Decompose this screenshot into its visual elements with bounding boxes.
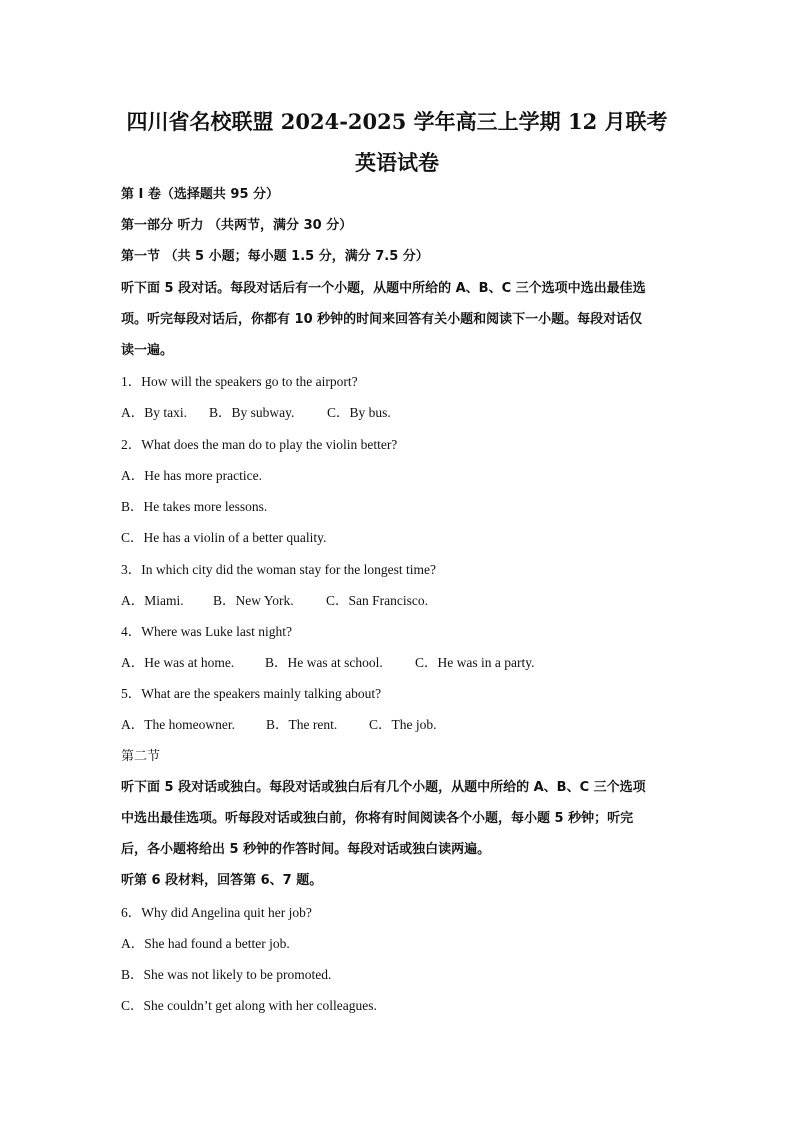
option-c: C．San Francisco. (326, 593, 428, 608)
question-3-options (121, 592, 428, 610)
section2-instruction-line: 听下面 5 段对话或独白。每段对话或独白后有几个小题，从题中所给的 A、B、C 三个选项 (121, 780, 646, 795)
option-b: B．She was not likely to be promoted. (121, 967, 332, 982)
option-c: C．She couldn’t get along with her colleagues. (121, 998, 377, 1013)
material-6-label: 听第 6 段材料，回答第 6、7 题。 (121, 873, 323, 888)
option-b: B．The rent. (266, 717, 338, 732)
question-6: 6．Why did Angelina quit her job? (121, 905, 312, 920)
question-1-options (121, 404, 391, 422)
option-c: C．He has a violin of a better quality. (121, 530, 327, 545)
question-1: 1．How will the speakers go to the airport? (121, 374, 358, 389)
option-c: C．By bus. (327, 405, 391, 420)
section2-instruction-line: 中选出最佳选项。听每段对话或独白前，你将有时间阅读各个小题，每小题 5 秒钟；听完 (121, 811, 634, 826)
section1-label: 第一节 （共 5 小题；每小题 1.5 分，满分 7.5 分） (121, 249, 429, 264)
question-4-options (121, 654, 534, 672)
exam-subtitle: 英语试卷 (355, 150, 439, 175)
section2-instruction-line: 后，各小题将给出 5 秒钟的作答时间。每段对话或独白读两遍。 (121, 842, 491, 857)
question-5: 5．What are the speakers mainly talking about? (121, 686, 382, 701)
exam-title: 四川省名校联盟 2024-2025 学年高三上学期 12 月联考 (126, 109, 668, 134)
section2-label: 第二节 (121, 749, 161, 764)
option-b: B．He was at school. (265, 655, 383, 670)
option-a: A．By taxi. (121, 405, 187, 420)
question-4: 4．Where was Luke last night? (121, 624, 292, 639)
section1-instruction-line: 读一遍。 (121, 343, 174, 358)
listening-label: 第一部分 听力 （共两节，满分 30 分） (121, 218, 353, 233)
part1-label: 第 I 卷（选择题共 95 分） (121, 187, 280, 202)
option-b: B．New York. (213, 593, 294, 608)
question-2: 2．What does the man do to play the violin better? (121, 437, 398, 452)
option-a: A．Miami. (121, 593, 184, 608)
option-b: B．He takes more lessons. (121, 499, 268, 514)
option-a: A．He was at home. (121, 655, 235, 670)
option-a: A．The homeowner. (121, 717, 235, 732)
option-c: C．The job. (369, 717, 437, 732)
option-a: A．She had found a better job. (121, 936, 290, 951)
option-b: B．By subway. (209, 405, 295, 420)
question-5-options (121, 716, 437, 734)
option-c: C．He was in a party. (415, 655, 535, 670)
section1-instruction-line: 听下面 5 段对话。每段对话后有一个小题，从题中所给的 A、B、C 三个选项中选出最佳选 (121, 281, 646, 296)
question-3: 3．In which city did the woman stay for the longest time? (121, 562, 436, 577)
option-a: A．He has more practice. (121, 468, 262, 483)
section1-instruction-line: 项。听完每段对话后，你都有 10 秒钟的时间来回答有关小题和阅读下一小题。每段对话仅 (121, 312, 643, 327)
